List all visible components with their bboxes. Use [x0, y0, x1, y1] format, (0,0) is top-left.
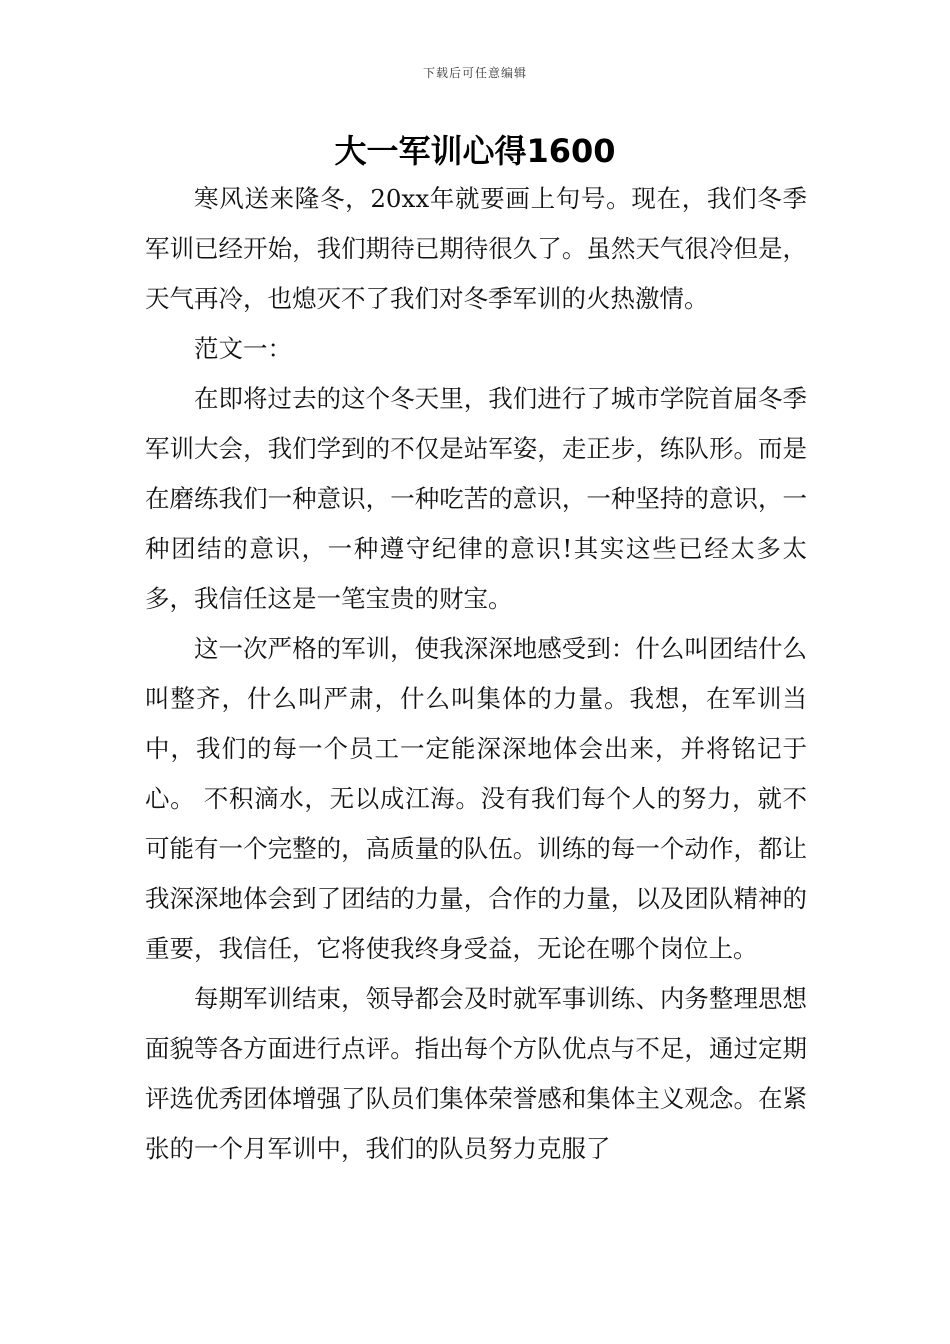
paragraph: 每期军训结束，领导都会及时就军事训练、内务整理思想面貌等各方面进行点评。指出每个方队优点与不足，通过定期评选优秀团体增强了队员们集体荣誉感和集体主义观念。在紧张的一个月军训中，我们的队员努力克服了 — [145, 984, 807, 1163]
paragraph: 范文一： — [194, 334, 292, 363]
paragraph: 在即将过去的这个冬天里，我们进行了城市学院首届冬季军训大会，我们学到的不仅是站军姿，走正步，练队形。而是在磨练我们一种意识，一种吃苦的意识，一种坚持的意识，一种团结的意识，一种遵守纪律的意识!其实这些已经太多太多，我信任这是一笔宝贵的财宝。 — [145, 384, 807, 613]
document-title: 大一军训心得1600 — [334, 132, 616, 170]
paragraph: 这一次严格的军训，使我深深地感受到：什么叫团结什么叫整齐，什么叫严肃，什么叫集体的力量。我想，在军训当中，我们的每一个员工一定能深深地体会出来，并将铭记于心。 不积滴水，无以成江海。没有我们每个人的努力，就不可能有一个完整的，高质量的队伍。训练的每一个动作，都让我深深地体会到了团结的力量，合作的力量，以及团队精神的重要，我信任，它将使我终身受益，无论在哪个岗位上。 — [145, 634, 807, 963]
header-note: 下载后可任意编辑 — [422, 66, 527, 80]
paragraph: 寒风送来隆冬，20xx年就要画上句号。现在，我们冬季军训已经开始，我们期待已期待很久了。虽然天气很冷但是，天气再冷，也熄灭不了我们对冬季军训的火热激情。 — [145, 184, 807, 313]
document-body — [145, 174, 807, 1174]
